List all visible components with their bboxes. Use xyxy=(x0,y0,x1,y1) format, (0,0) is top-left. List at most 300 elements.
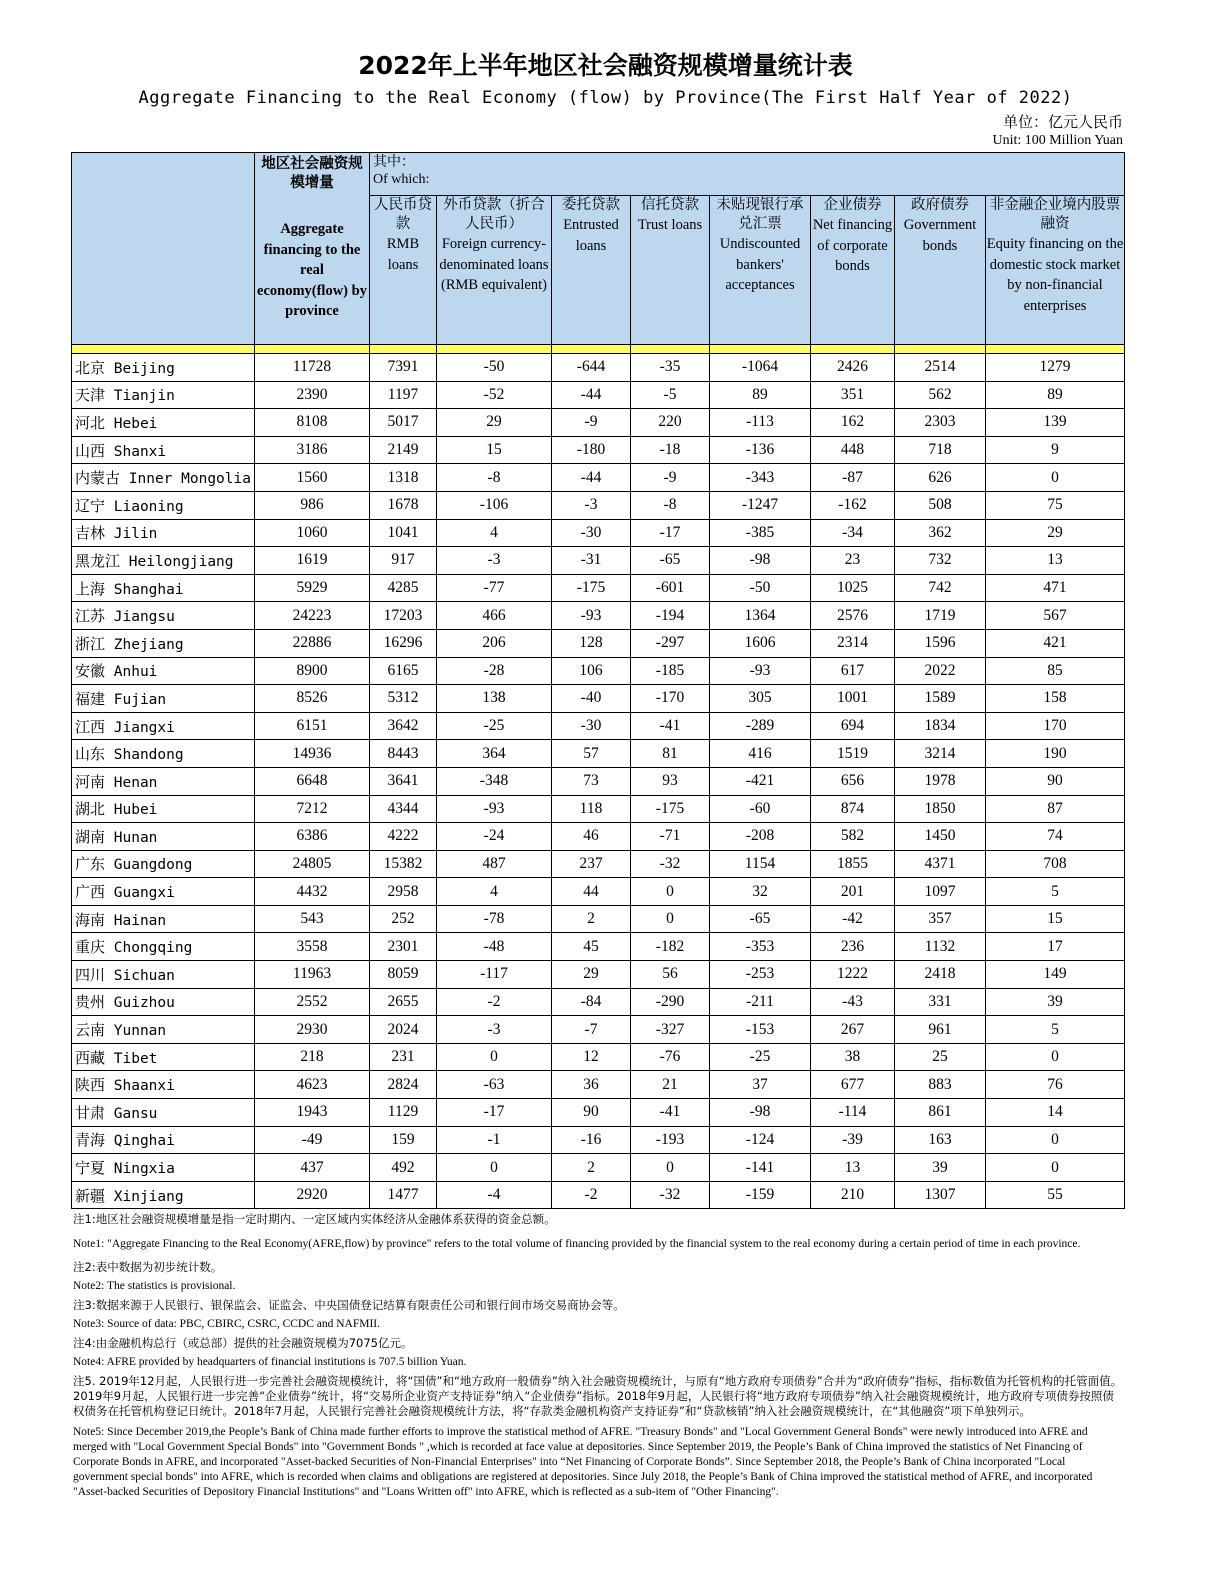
value-cell: -8 xyxy=(437,464,552,492)
province-name-cn: 湖北 xyxy=(75,800,106,819)
value-cell: 742 xyxy=(895,574,986,602)
header-equity-financing xyxy=(986,196,1125,345)
table-row xyxy=(72,988,1125,1016)
value-cell: 73 xyxy=(552,767,631,795)
value-cell: 37 xyxy=(710,1071,811,1099)
value-cell: -136 xyxy=(710,436,811,464)
value-cell: 39 xyxy=(986,988,1125,1016)
value-cell: -290 xyxy=(631,988,710,1016)
province-cell xyxy=(72,740,255,768)
province-cell xyxy=(72,905,255,933)
province-name-en: Zhejiang xyxy=(113,636,184,653)
value-cell: 305 xyxy=(710,685,811,713)
table-row xyxy=(72,547,1125,575)
value-cell: 2514 xyxy=(895,354,986,382)
table-row xyxy=(72,933,1125,961)
value-cell: 6648 xyxy=(255,767,370,795)
value-cell: 106 xyxy=(552,657,631,685)
value-cell: 694 xyxy=(811,712,895,740)
value-cell: 437 xyxy=(255,1154,370,1182)
province-name-cn: 山东 xyxy=(75,745,106,764)
value-cell: 5 xyxy=(986,878,1125,906)
value-cell: -353 xyxy=(710,933,811,961)
value-cell: 4623 xyxy=(255,1071,370,1099)
value-cell: 487 xyxy=(437,850,552,878)
value-cell: 138 xyxy=(437,685,552,713)
value-cell: 917 xyxy=(370,547,437,575)
value-cell: 15 xyxy=(437,436,552,464)
unit-label: 单位：亿元人民币 xyxy=(1002,113,1123,131)
value-cell: 55 xyxy=(986,1181,1125,1209)
province-cell xyxy=(72,436,255,464)
value-cell: 2958 xyxy=(370,878,437,906)
value-cell: -421 xyxy=(710,767,811,795)
province-name-en: Yunnan xyxy=(113,1023,167,1040)
value-cell: -65 xyxy=(710,905,811,933)
footnote: Note4: AFRE provided by headquarters of financial institutions is 707.5 billion Yuan. xyxy=(73,1356,467,1368)
header-en: Foreign currency-denominated loans (RMB equivalent) xyxy=(439,236,549,293)
value-cell: 0 xyxy=(986,1043,1125,1071)
table-row xyxy=(72,905,1125,933)
value-cell: 16296 xyxy=(370,629,437,657)
value-cell: 57 xyxy=(552,740,631,768)
value-cell: 2390 xyxy=(255,381,370,409)
province-name-cn: 浙江 xyxy=(75,634,106,653)
province-cell xyxy=(72,878,255,906)
table-row xyxy=(72,657,1125,685)
value-cell: 32 xyxy=(710,878,811,906)
province-cell xyxy=(72,988,255,1016)
value-cell: -17 xyxy=(631,519,710,547)
value-cell: 1850 xyxy=(895,795,986,823)
province-name-cn: 新疆 xyxy=(75,1186,106,1205)
value-cell: 8443 xyxy=(370,740,437,768)
value-cell: 1943 xyxy=(255,1099,370,1127)
table-row xyxy=(72,1181,1125,1209)
value-cell: -77 xyxy=(437,574,552,602)
value-cell: -182 xyxy=(631,933,710,961)
province-cell xyxy=(72,1016,255,1044)
value-cell: 1450 xyxy=(895,823,986,851)
table-row xyxy=(72,878,1125,906)
value-cell: -644 xyxy=(552,354,631,382)
value-cell: 5929 xyxy=(255,574,370,602)
province-name-cn: 河北 xyxy=(75,413,106,432)
value-cell: 128 xyxy=(552,629,631,657)
table-row xyxy=(72,1043,1125,1071)
value-cell: 6386 xyxy=(255,823,370,851)
value-cell: 4 xyxy=(437,878,552,906)
value-cell: 0 xyxy=(437,1043,552,1071)
province-name-en: Tibet xyxy=(113,1050,158,1067)
value-cell: 1279 xyxy=(986,354,1125,382)
province-cell xyxy=(72,574,255,602)
table-row xyxy=(72,1099,1125,1127)
province-cell xyxy=(72,464,255,492)
header-bankers-acceptances xyxy=(710,196,811,345)
value-cell: 74 xyxy=(986,823,1125,851)
value-cell: 0 xyxy=(631,878,710,906)
header-en: RMB loans xyxy=(386,236,420,273)
value-cell: -16 xyxy=(552,1126,631,1154)
province-name-en: Fujian xyxy=(113,691,167,708)
value-cell: 567 xyxy=(986,602,1125,630)
value-cell: 1154 xyxy=(710,850,811,878)
value-cell: -71 xyxy=(631,823,710,851)
value-cell: 562 xyxy=(895,381,986,409)
header-province-cell xyxy=(72,153,255,345)
province-name-cn: 宁夏 xyxy=(75,1159,106,1178)
value-cell: 1364 xyxy=(710,602,811,630)
value-cell: 21 xyxy=(631,1071,710,1099)
province-name-cn: 重庆 xyxy=(75,938,106,957)
province-name-cn: 吉林 xyxy=(75,524,106,543)
value-cell: 1129 xyxy=(370,1099,437,1127)
header-of-which-cn: 其中： xyxy=(373,154,415,170)
value-cell: 12 xyxy=(552,1043,631,1071)
value-cell: -35 xyxy=(631,354,710,382)
province-name-cn: 广东 xyxy=(75,855,106,874)
value-cell: -32 xyxy=(631,1181,710,1209)
value-cell: -98 xyxy=(710,547,811,575)
value-cell: 11963 xyxy=(255,961,370,989)
value-cell: 3641 xyxy=(370,767,437,795)
value-cell: 85 xyxy=(986,657,1125,685)
value-cell: 4371 xyxy=(895,850,986,878)
value-cell: 17 xyxy=(986,933,1125,961)
province-name-en: Hunan xyxy=(113,829,158,846)
value-cell: 118 xyxy=(552,795,631,823)
province-name-en: Shanghai xyxy=(113,581,184,598)
header-aggregate-cn: 地区社会融资规模增量 xyxy=(261,156,363,191)
header-separator-band xyxy=(72,345,1125,354)
value-cell: -193 xyxy=(631,1126,710,1154)
province-name-cn: 西藏 xyxy=(75,1048,106,1067)
value-cell: 36 xyxy=(552,1071,631,1099)
header-aggregate-en: Aggregate financing to the real economy(flow) by province xyxy=(257,221,367,319)
value-cell: 2303 xyxy=(895,409,986,437)
value-cell: 1560 xyxy=(255,464,370,492)
value-cell: 201 xyxy=(811,878,895,906)
value-cell: 1589 xyxy=(895,685,986,713)
value-cell: 3214 xyxy=(895,740,986,768)
value-cell: 4222 xyxy=(370,823,437,851)
table-row xyxy=(72,740,1125,768)
value-cell: 492 xyxy=(370,1154,437,1182)
value-cell: 2314 xyxy=(811,629,895,657)
table-body xyxy=(72,354,1125,1209)
value-cell: -24 xyxy=(437,823,552,851)
province-name-en: Shandong xyxy=(113,747,184,764)
value-cell: 2149 xyxy=(370,436,437,464)
value-cell: 22886 xyxy=(255,629,370,657)
header-en: Entrusted loans xyxy=(563,217,619,254)
province-cell xyxy=(72,933,255,961)
value-cell: 543 xyxy=(255,905,370,933)
value-cell: 421 xyxy=(986,629,1125,657)
province-name-en: Tianjin xyxy=(113,388,175,405)
province-cell xyxy=(72,685,255,713)
table-row xyxy=(72,823,1125,851)
value-cell: 3186 xyxy=(255,436,370,464)
financing-table xyxy=(71,152,1125,1209)
table-row xyxy=(72,436,1125,464)
page-title: 2022年上半年地区社会融资规模增量统计表 xyxy=(358,51,853,80)
value-cell: 0 xyxy=(986,464,1125,492)
value-cell: 362 xyxy=(895,519,986,547)
value-cell: -87 xyxy=(811,464,895,492)
value-cell: 331 xyxy=(895,988,986,1016)
province-cell xyxy=(72,409,255,437)
value-cell: -7 xyxy=(552,1016,631,1044)
header-of-which-cell xyxy=(370,153,1125,196)
value-cell: -43 xyxy=(811,988,895,1016)
value-cell: 1097 xyxy=(895,878,986,906)
header-cn: 政府债券 xyxy=(911,197,969,213)
province-name-en: Xinjiang xyxy=(113,1188,184,1205)
value-cell: 1041 xyxy=(370,519,437,547)
value-cell: -159 xyxy=(710,1181,811,1209)
value-cell: 93 xyxy=(631,767,710,795)
value-cell: 732 xyxy=(895,547,986,575)
value-cell: 2022 xyxy=(895,657,986,685)
value-cell: 351 xyxy=(811,381,895,409)
value-cell: -180 xyxy=(552,436,631,464)
province-cell xyxy=(72,1181,255,1209)
value-cell: -30 xyxy=(552,519,631,547)
value-cell: 7391 xyxy=(370,354,437,382)
province-name-en: Jiangxi xyxy=(113,719,175,736)
province-name-cn: 甘肃 xyxy=(75,1103,106,1122)
value-cell: 76 xyxy=(986,1071,1125,1099)
province-name-cn: 天津 xyxy=(75,386,106,405)
table-row xyxy=(72,961,1125,989)
value-cell: -44 xyxy=(552,464,631,492)
value-cell: 15382 xyxy=(370,850,437,878)
value-cell: -93 xyxy=(710,657,811,685)
table-row xyxy=(72,519,1125,547)
value-cell: 87 xyxy=(986,795,1125,823)
province-name-cn: 北京 xyxy=(75,358,106,377)
value-cell: -327 xyxy=(631,1016,710,1044)
value-cell: -601 xyxy=(631,574,710,602)
value-cell: -98 xyxy=(710,1099,811,1127)
province-cell xyxy=(72,1071,255,1099)
value-cell: 874 xyxy=(811,795,895,823)
value-cell: 364 xyxy=(437,740,552,768)
value-cell: -49 xyxy=(255,1126,370,1154)
province-name-en: Hubei xyxy=(113,802,158,819)
value-cell: 45 xyxy=(552,933,631,961)
value-cell: -9 xyxy=(552,409,631,437)
header-trust-loans xyxy=(631,196,710,345)
value-cell: 5312 xyxy=(370,685,437,713)
value-cell: 2552 xyxy=(255,988,370,1016)
value-cell: -84 xyxy=(552,988,631,1016)
province-name-cn: 四川 xyxy=(75,965,106,984)
header-entrusted-loans xyxy=(552,196,631,345)
table-row xyxy=(72,629,1125,657)
table-row xyxy=(72,850,1125,878)
value-cell: 2655 xyxy=(370,988,437,1016)
value-cell: -208 xyxy=(710,823,811,851)
table-row xyxy=(72,1126,1125,1154)
province-name-en: Chongqing xyxy=(113,940,193,957)
value-cell: 466 xyxy=(437,602,552,630)
header-cn: 外币贷款（折合人民币） xyxy=(443,197,545,232)
value-cell: 158 xyxy=(986,685,1125,713)
value-cell: 29 xyxy=(552,961,631,989)
value-cell: 220 xyxy=(631,409,710,437)
province-cell xyxy=(72,1154,255,1182)
header-government-bonds xyxy=(895,196,986,345)
province-cell xyxy=(72,767,255,795)
province-name-cn: 山西 xyxy=(75,441,106,460)
province-name-en: Qinghai xyxy=(113,1133,175,1150)
value-cell: -78 xyxy=(437,905,552,933)
value-cell: 56 xyxy=(631,961,710,989)
value-cell: -106 xyxy=(437,491,552,519)
header-aggregate-cell xyxy=(255,153,370,345)
value-cell: -34 xyxy=(811,519,895,547)
value-cell: 508 xyxy=(895,491,986,519)
value-cell: 2 xyxy=(552,1154,631,1182)
value-cell: -1 xyxy=(437,1126,552,1154)
value-cell: 6165 xyxy=(370,657,437,685)
value-cell: 24805 xyxy=(255,850,370,878)
province-name-cn: 福建 xyxy=(75,689,106,708)
header-cn: 人民币贷款 xyxy=(374,197,432,232)
province-cell xyxy=(72,657,255,685)
table-row xyxy=(72,795,1125,823)
value-cell: 2920 xyxy=(255,1181,370,1209)
value-cell: 1477 xyxy=(370,1181,437,1209)
value-cell: 8900 xyxy=(255,657,370,685)
value-cell: 89 xyxy=(986,381,1125,409)
value-cell: 267 xyxy=(811,1016,895,1044)
value-cell: -17 xyxy=(437,1099,552,1127)
header-en: Trust loans xyxy=(637,217,703,233)
value-cell: -18 xyxy=(631,436,710,464)
province-name-en: Sichuan xyxy=(113,967,175,984)
value-cell: -124 xyxy=(710,1126,811,1154)
value-cell: 8526 xyxy=(255,685,370,713)
header-cn: 未贴现银行承兑汇票 xyxy=(716,197,804,232)
value-cell: 236 xyxy=(811,933,895,961)
value-cell: -40 xyxy=(552,685,631,713)
province-name-cn: 上海 xyxy=(75,579,106,598)
value-cell: 13 xyxy=(811,1154,895,1182)
value-cell: 1222 xyxy=(811,961,895,989)
value-cell: 708 xyxy=(986,850,1125,878)
value-cell: 656 xyxy=(811,767,895,795)
value-cell: 1001 xyxy=(811,685,895,713)
table-row xyxy=(72,381,1125,409)
province-cell xyxy=(72,1043,255,1071)
table-row xyxy=(72,491,1125,519)
value-cell: -41 xyxy=(631,712,710,740)
value-cell: 75 xyxy=(986,491,1125,519)
value-cell: 861 xyxy=(895,1099,986,1127)
table-row xyxy=(72,354,1125,382)
value-cell: -385 xyxy=(710,519,811,547)
value-cell: -1064 xyxy=(710,354,811,382)
value-cell: -175 xyxy=(631,795,710,823)
province-name-en: Hainan xyxy=(113,912,167,929)
province-name-en: Anhui xyxy=(113,664,158,681)
header-row-top xyxy=(72,153,1125,196)
value-cell: -343 xyxy=(710,464,811,492)
province-cell xyxy=(72,712,255,740)
province-name-en: Jilin xyxy=(113,526,158,543)
value-cell: 6151 xyxy=(255,712,370,740)
value-cell: -25 xyxy=(437,712,552,740)
province-name-en: Guangdong xyxy=(113,857,193,874)
header-cn: 非金融企业境内股票融资 xyxy=(989,197,1121,232)
value-cell: 3642 xyxy=(370,712,437,740)
province-name-en: Guizhou xyxy=(113,995,175,1012)
header-en: Undiscounted bankers' acceptances xyxy=(719,236,801,293)
province-name-cn: 云南 xyxy=(75,1021,106,1040)
value-cell: 677 xyxy=(811,1071,895,1099)
province-cell xyxy=(72,1126,255,1154)
value-cell: 8059 xyxy=(370,961,437,989)
value-cell: -60 xyxy=(710,795,811,823)
value-cell: -9 xyxy=(631,464,710,492)
province-name-en: Shaanxi xyxy=(113,1078,175,1095)
value-cell: 231 xyxy=(370,1043,437,1071)
value-cell: 90 xyxy=(552,1099,631,1127)
value-cell: 0 xyxy=(986,1154,1125,1182)
value-cell: -76 xyxy=(631,1043,710,1071)
table-row xyxy=(72,464,1125,492)
value-cell: 986 xyxy=(255,491,370,519)
value-cell: -28 xyxy=(437,657,552,685)
value-cell: 2426 xyxy=(811,354,895,382)
header-en: Net financing of corporate bonds xyxy=(812,217,893,274)
value-cell: -175 xyxy=(552,574,631,602)
value-cell: 210 xyxy=(811,1181,895,1209)
province-name-en: Gansu xyxy=(113,1105,158,1122)
province-cell xyxy=(72,629,255,657)
province-name-en: Heilongjiang xyxy=(128,553,234,570)
value-cell: 1132 xyxy=(895,933,986,961)
value-cell: 471 xyxy=(986,574,1125,602)
value-cell: 139 xyxy=(986,409,1125,437)
header-en: Government bonds xyxy=(903,217,977,254)
value-cell: 0 xyxy=(631,1154,710,1182)
value-cell: -93 xyxy=(437,795,552,823)
value-cell: 81 xyxy=(631,740,710,768)
value-cell: 2301 xyxy=(370,933,437,961)
value-cell: 39 xyxy=(895,1154,986,1182)
value-cell: 23 xyxy=(811,547,895,575)
value-cell: -113 xyxy=(710,409,811,437)
value-cell: -289 xyxy=(710,712,811,740)
value-cell: -194 xyxy=(631,602,710,630)
value-cell: 1834 xyxy=(895,712,986,740)
value-cell: 24223 xyxy=(255,602,370,630)
value-cell: 1719 xyxy=(895,602,986,630)
value-cell: -32 xyxy=(631,850,710,878)
value-cell: 190 xyxy=(986,740,1125,768)
value-cell: 8108 xyxy=(255,409,370,437)
province-name-cn: 安徽 xyxy=(75,662,106,681)
value-cell: 2576 xyxy=(811,602,895,630)
value-cell: 1978 xyxy=(895,767,986,795)
value-cell: -48 xyxy=(437,933,552,961)
value-cell: 1596 xyxy=(895,629,986,657)
